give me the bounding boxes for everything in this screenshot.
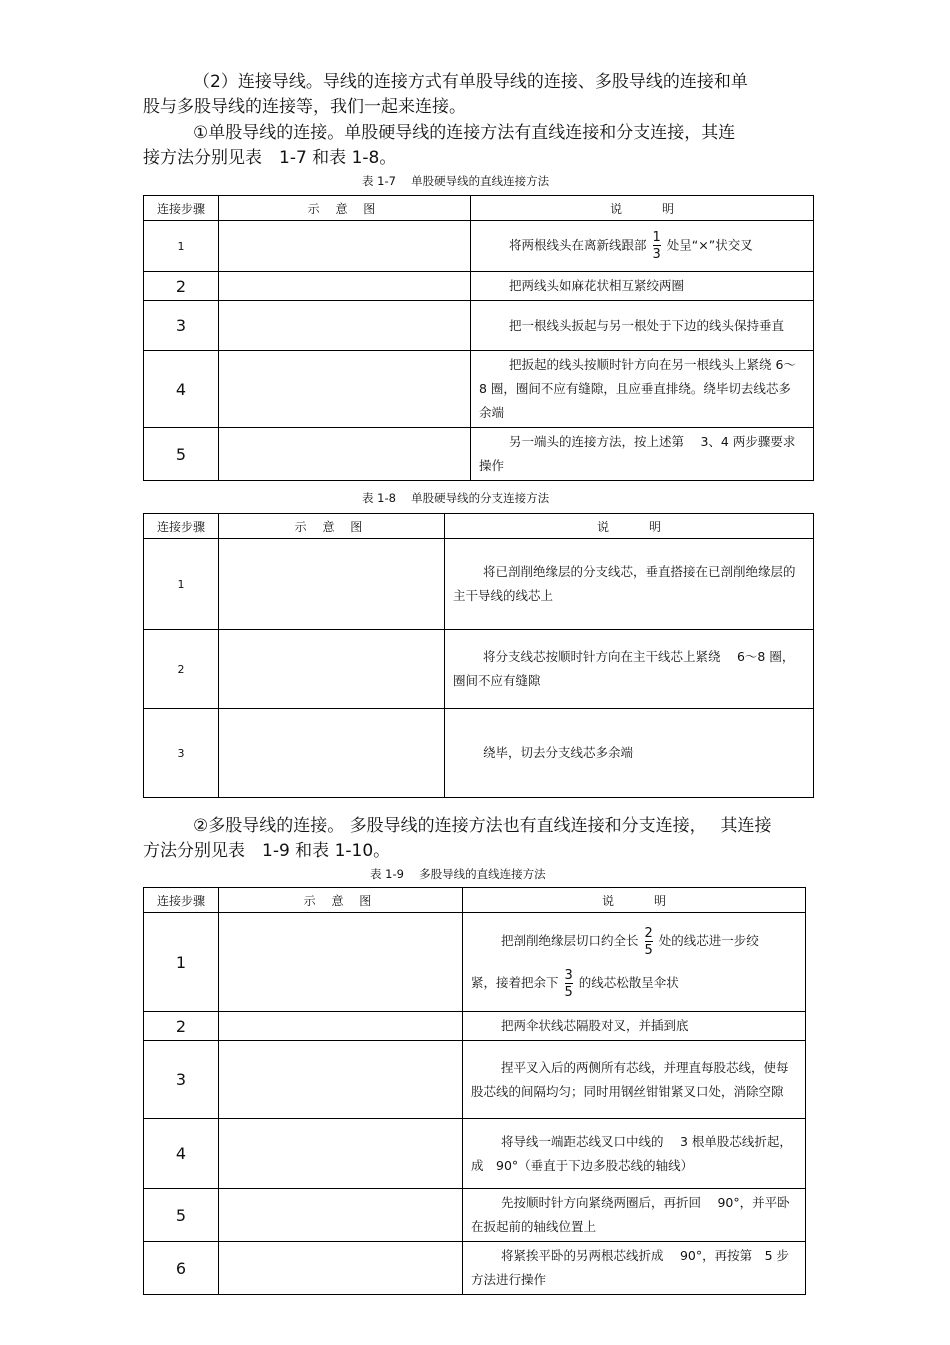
- description-cell: 把两伞状线芯隔股对叉，并插到底: [463, 1012, 806, 1041]
- step-number: 3: [144, 1041, 219, 1119]
- header-step: 连接步骤: [144, 196, 219, 221]
- diagram-cell: [219, 630, 445, 709]
- table-row: [144, 221, 814, 272]
- step-number: 2: [144, 630, 219, 709]
- desc-text: 处呈“×”状交叉: [666, 237, 753, 253]
- header-diagram: 示 意 图: [219, 196, 471, 221]
- description-cell: 把扳起的线头按顺时针方向在另一根线头上紧绕 6～8 圈，圈间不应有缝隙，且应垂直排绕。绕毕切去线芯多余端: [471, 351, 814, 428]
- fraction-three-fifths: $\frac{3}{5}$: [564, 967, 573, 1000]
- table-row: [144, 709, 814, 798]
- description-cell: [471, 221, 814, 272]
- diagram-cell: [219, 1189, 463, 1242]
- table-row: [144, 1242, 806, 1295]
- description-cell: 另一端头的连接方法，按上述第 3、4 两步骤要求操作: [471, 428, 814, 481]
- description-cell: 把一根线头扳起与另一根处于下边的线头保持垂直: [471, 301, 814, 351]
- table-row: [144, 1041, 806, 1119]
- header-step: 连接步骤: [144, 888, 219, 913]
- table-header-row: [144, 514, 814, 539]
- intro-paragraph-2: [143, 121, 813, 171]
- header-description: 说明: [463, 888, 806, 913]
- description-cell: 将已剖削绝缘层的分支线芯，垂直搭接在已剖削绝缘层的主干导线的线芯上: [445, 539, 814, 630]
- table-row: [144, 1119, 806, 1189]
- intro-p1-line2: 股与多股导线的连接等，我们一起来连接。: [143, 97, 466, 117]
- diagram-cell: [219, 351, 471, 428]
- desc-text: 将两根线头在离新线跟部: [509, 237, 647, 253]
- header-diagram: 示 意 图: [219, 888, 463, 913]
- table-row: [144, 539, 814, 630]
- step-number: 3: [144, 301, 219, 351]
- description-cell: 先按顺时针方向紧绕两圈后，再折回 90°，并平卧在扳起前的轴线位置上: [463, 1189, 806, 1242]
- table-1-7: [143, 195, 814, 481]
- table-header-row: [144, 196, 814, 221]
- description-cell: 绕毕，切去分支线芯多余端: [445, 709, 814, 798]
- header-diagram: 示 意 图: [219, 514, 445, 539]
- table-1-8: [143, 513, 814, 798]
- intro-paragraph-1: [143, 70, 813, 120]
- diagram-cell: [219, 1242, 463, 1295]
- table-header-row: [144, 888, 806, 913]
- diagram-cell: [219, 428, 471, 481]
- step-number: 6: [144, 1242, 219, 1295]
- step-number: 5: [144, 428, 219, 481]
- step-number: 3: [144, 709, 219, 798]
- diagram-cell: [219, 221, 471, 272]
- header-description: 说明: [471, 196, 814, 221]
- header-description: 说明: [445, 514, 814, 539]
- description-cell: 将导线一端距芯线叉口中线的 3 根单股芯线折起，成 90°（垂直于下边多股芯线的轴线）: [463, 1119, 806, 1189]
- table-row: [144, 630, 814, 709]
- intro-p1-line1: （2）连接导线。导线的连接方式有单股导线的连接、多股导线的连接和单: [193, 72, 748, 92]
- table-row: [144, 913, 806, 1012]
- description-cell: 将分支线芯按顺时针方向在主干线芯上紧绕 6～8 圈，圈间不应有缝隙: [445, 630, 814, 709]
- intro-p2-line1: ①单股导线的连接。单股硬导线的连接方法有直线连接和分支连接，其连: [193, 123, 736, 143]
- diagram-cell: [219, 1041, 463, 1119]
- diagram-cell: [219, 272, 471, 301]
- table-row: [144, 1189, 806, 1242]
- description-cell: 把剖削绝缘层切口约全长 $\frac{2}{5}$ 处的线芯进一步绞 紧，接着把余下 $\frac{3}{5}$ 的线芯松散呈伞状: [463, 913, 806, 1012]
- table-row: [144, 351, 814, 428]
- intro2-line2: 方法分别见表 1-9 和表 1-10。: [143, 841, 391, 861]
- step-number: 4: [144, 351, 219, 428]
- step-number: 4: [144, 1119, 219, 1189]
- header-step: 连接步骤: [144, 514, 219, 539]
- description-cell: 捏平叉入后的两侧所有芯线，并理直每股芯线，使每股芯线的间隔均匀；同时用钢丝钳钳紧叉口处，消除空隙: [463, 1041, 806, 1119]
- table-row: [144, 1012, 806, 1041]
- diagram-cell: [219, 301, 471, 351]
- description-cell: 把两线头如麻花状相互紧绞两圈: [471, 272, 814, 301]
- table-row: [144, 272, 814, 301]
- table-1-8-caption: 表 1-8 单股硬导线的分支连接方法: [362, 491, 550, 505]
- diagram-cell: [219, 1119, 463, 1189]
- fraction-two-fifths: $\frac{2}{5}$: [644, 925, 653, 958]
- step-number: 1: [144, 913, 219, 1012]
- step-number: 5: [144, 1189, 219, 1242]
- diagram-cell: [219, 1012, 463, 1041]
- fraction-one-third: $\frac{1}{3}$: [652, 230, 661, 262]
- table-1-9: [143, 887, 806, 1295]
- table-row: [144, 301, 814, 351]
- table-1-7-caption: 表 1-7 单股硬导线的直线连接方法: [362, 174, 550, 188]
- step-number: 1: [144, 221, 219, 272]
- step-number: 2: [144, 1012, 219, 1041]
- intro2-line1: ②多股导线的连接。 多股导线的连接方法也有直线连接和分支连接， 其连接: [193, 816, 772, 836]
- description-cell: 将紧挨平卧的另两根芯线折成 90°，再按第 5 步方法进行操作: [463, 1242, 806, 1295]
- table-1-9-caption: 表 1-9 多股导线的直线连接方法: [370, 867, 546, 881]
- diagram-cell: [219, 913, 463, 1012]
- step-number: 1: [144, 539, 219, 630]
- diagram-cell: [219, 709, 445, 798]
- intro-p2-line2: 接方法分别见表 1-7 和表 1-8。: [143, 148, 397, 168]
- diagram-cell: [219, 539, 445, 630]
- intro-paragraph-3: [143, 814, 813, 864]
- table-row: [144, 428, 814, 481]
- step-number: 2: [144, 272, 219, 301]
